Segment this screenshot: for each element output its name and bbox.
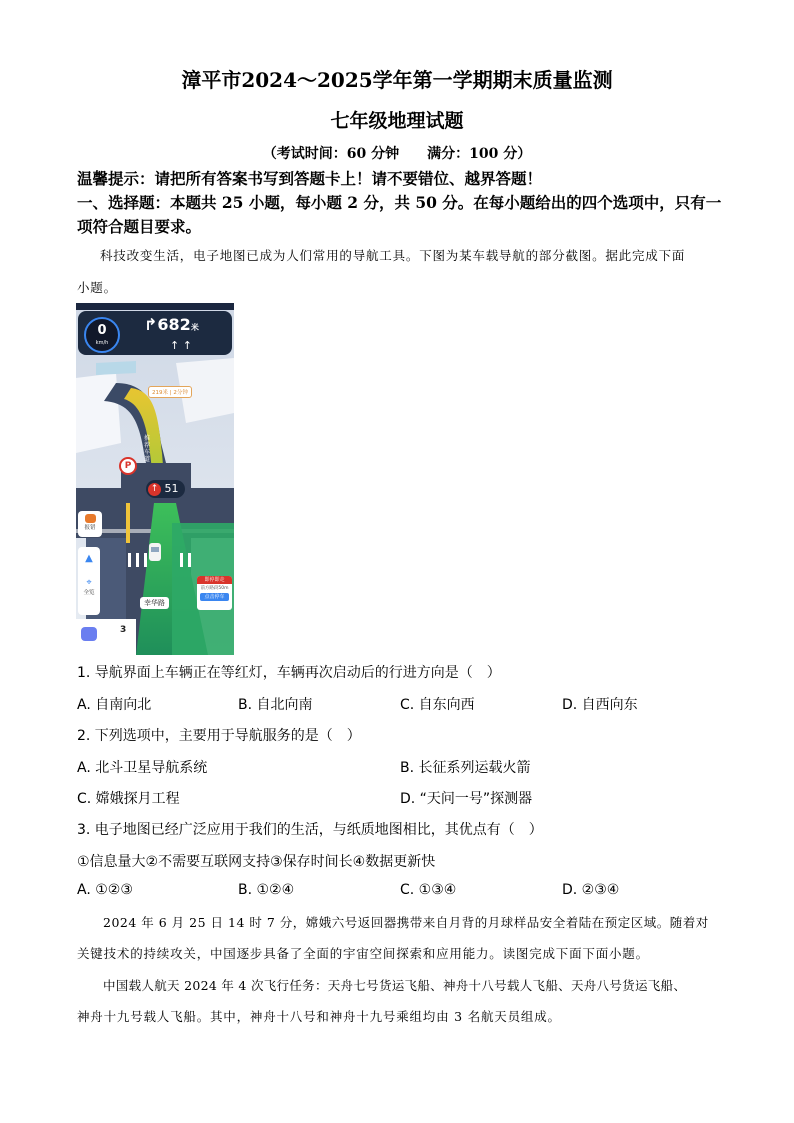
stop-card-sub: 前方路段50m (200, 586, 229, 591)
intro1-line1: 科技改变生活，电子地图已成为人们常用的导航工具。下图为某车载导航的部分截图。据此完成下面 (100, 248, 686, 263)
distance-unit: 米 (190, 323, 199, 332)
bottom-number: 3 (120, 625, 127, 635)
intro3-line1: 中国载人航天 2024 年 4 次飞行任务：天舟七号货运飞船、神舟十八号载人飞船、天舟八号货运飞船、 (103, 978, 687, 993)
compass-icon[interactable]: ▲ (85, 553, 93, 564)
page-title: 漳平市2024～2025学年第一学期期末质量监测 (181, 68, 613, 92)
q1-option-b: B. 自北向南 (238, 697, 313, 713)
q2-option-d: D. “天问一号”探测器 (400, 791, 533, 807)
question-3-stem: 3. 电子地图已经广泛应用于我们的生活，与纸质地图相比，其优点有（ ） (77, 822, 543, 838)
speed-value: 0 (97, 323, 107, 338)
section-heading-line2: 项符合题目要求。 (77, 217, 202, 236)
speed-unit: km/h (95, 340, 109, 346)
q1-option-a: A. 自南向北 (77, 697, 152, 713)
intro2-line1: 2024 年 6 月 25 日 14 时 7 分，嫦娥六号返回器携带来自月背的月球样品安全着陆在预定区域。随着对 (103, 915, 709, 930)
q2-option-c: C. 嫦娥探月工程 (77, 791, 180, 807)
stop-card-title: 即停即走 (197, 576, 232, 584)
q3-option-a: A. ①②③ (77, 882, 133, 898)
q3-option-c: C. ①③④ (400, 882, 457, 898)
report-label: 报错 (84, 525, 96, 531)
side-toolbar (78, 547, 100, 615)
report-icon (85, 514, 96, 523)
signal-countdown: 51 (164, 482, 179, 495)
assistant-icon[interactable] (81, 627, 97, 641)
q1-option-c: C. 自东向西 (400, 697, 475, 713)
speedometer (84, 317, 120, 353)
intro1-line2: 小题。 (77, 280, 117, 295)
stop-card[interactable] (197, 576, 232, 610)
intro2-line2: 关键技术的持续攻关，中国逐步具备了全面的宇宙空间探索和应用能力。读图完成下面下面小题。 (77, 946, 649, 961)
section-heading-line1: 一、选择题：本题共 25 小题，每小题 2 分，共 50 分。在每小题给出的四个选项中，只有一 (77, 193, 722, 212)
question-3-statements: ①信息量大②不需要互联网支持③保存时间长④数据更新快 (77, 854, 436, 870)
q2-option-a: A. 北斗卫星导航系统 (77, 760, 208, 776)
exam-info: （考试时间：60 分钟 满分：100 分） (262, 146, 532, 162)
red-light-up-icon: ↑ (148, 483, 161, 496)
overview-icon[interactable]: ⌖ (86, 578, 92, 588)
distance-value: 682 (157, 315, 191, 334)
question-1-stem: 1. 导航界面上车辆正在等红灯，车辆再次启动后的行进方向是（ ） (77, 665, 501, 681)
traffic-light-badge (146, 480, 185, 498)
status-bar (76, 303, 234, 310)
lane-arrows-icon: ↑ ↑ (170, 339, 192, 352)
road-name: 幸华路 (140, 597, 169, 609)
turn-distance (144, 315, 199, 334)
stop-card-button[interactable]: 点击停车 (200, 593, 229, 601)
route-tag: 219米 | 2分钟 (148, 386, 192, 398)
question-2-stem: 2. 下列选项中，主要用于导航服务的是（ ） (77, 728, 361, 744)
turn-right-icon: ↱ (144, 315, 158, 334)
q2-option-b: B. 长征系列运载火箭 (400, 760, 531, 776)
intro3-line2: 神舟十九号载人飞船。其中，神舟十八号和神舟十九号乘组均由 3 名航天员组成。 (77, 1009, 561, 1024)
navigation-screenshot (76, 303, 234, 655)
page-subtitle: 七年级地理试题 (330, 110, 464, 132)
bottom-bar (76, 619, 136, 655)
recommended-lane-label: 推荐车道 (144, 435, 151, 463)
q3-option-d: D. ②③④ (562, 882, 620, 898)
report-button[interactable] (78, 511, 102, 537)
guidance-panel (78, 311, 232, 355)
q3-option-b: B. ①②④ (238, 882, 295, 898)
overview-label: 全览 (83, 590, 95, 596)
parking-sign-icon: P (119, 457, 137, 475)
q1-option-d: D. 自西向东 (562, 697, 638, 713)
notice: 温馨提示：请把所有答案书写到答题卡上！请不要错位、越界答题！ (77, 169, 543, 188)
